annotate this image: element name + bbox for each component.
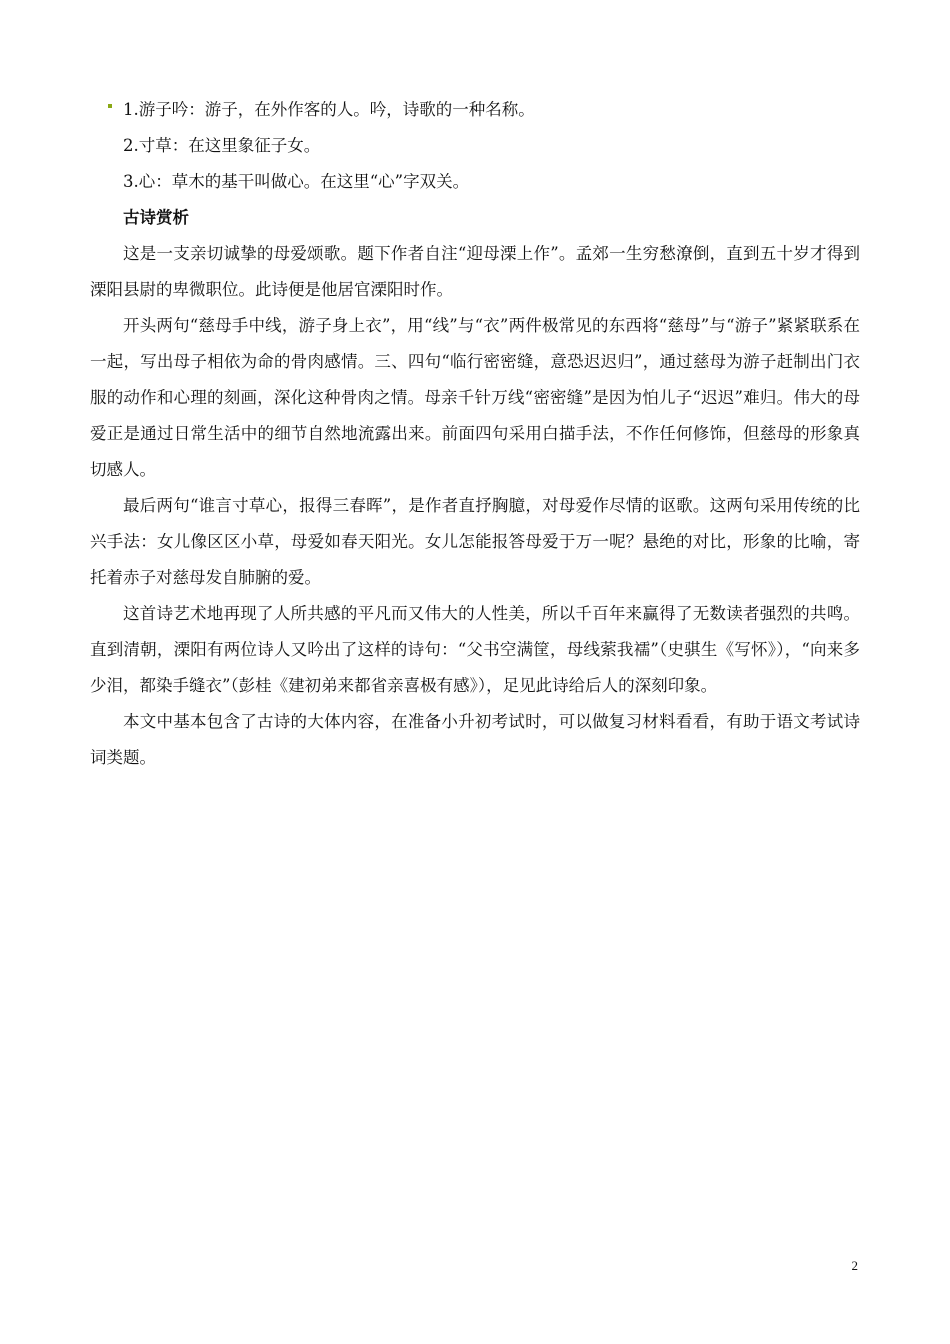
analysis-paragraph-3: 最后两句“谁言寸草心，报得三春晖”，是作者直抒胸臆，对母爱作尽情的讴歌。这两句采用传统的比兴手法：女儿像区区小草，母爱如春天阳光。女儿怎能报答母爱于万一呢？悬绝的对比，形象的比喻，寄托着赤子对慈母发自肺腑的爱。 [90, 496, 860, 587]
annotation-note-3: 3.心：草木的基干叫做心。在这里“心”字双关。 [123, 172, 470, 191]
margin-mark [108, 104, 112, 108]
section-heading: 古诗赏析 [123, 208, 189, 227]
document-body [90, 92, 860, 776]
annotation-note-1 [90, 92, 860, 128]
analysis-paragraph-4: 这首诗艺术地再现了人所共感的平凡而又伟大的人性美，所以千百年来赢得了无数读者强烈的共鸣。直到清朝，溧阳有两位诗人又吟出了这样的诗句：“父书空满筐，母线萦我襦”（史骐生《写怀》），“向来多少泪，都染手缝衣”（彭桂《建初弟来都省亲喜极有感》），足见此诗给后人的深刻印象。 [90, 604, 860, 695]
closing-paragraph: 本文中基本包含了古诗的大体内容，在准备小升初考试时，可以做复习材料看看，有助于语文考试诗词类题。 [90, 712, 860, 767]
analysis-paragraph-1: 这是一支亲切诚挚的母爱颂歌。题下作者自注“迎母溧上作”。孟郊一生穷愁潦倒，直到五十岁才得到溧阳县尉的卑微职位。此诗便是他居官溧阳时作。 [90, 244, 860, 299]
page-number: 2 [851, 1258, 858, 1273]
annotation-note-2: 2.寸草：在这里象征子女。 [123, 136, 321, 155]
analysis-paragraph-2: 开头两句“慈母手中线，游子身上衣”，用“线”与“衣”两件极常见的东西将“慈母”与“游子”紧紧联系在一起，写出母子相依为命的骨肉感情。三、四句“临行密密缝，意恐迟迟归”，通过慈母为游子赶制出门衣服的动作和心理的刻画，深化这种骨肉之情。母亲千针万线“密密缝”是因为怕儿子“迟迟”难归。伟大的母爱正是通过日常生活中的细节自然地流露出来。前面四句采用白描手法，不作任何修饰，但慈母的形象真切感人。 [90, 316, 860, 479]
annotation-note-1-text: 1.游子吟：游子，在外作客的人。吟，诗歌的一种名称。 [123, 100, 535, 119]
